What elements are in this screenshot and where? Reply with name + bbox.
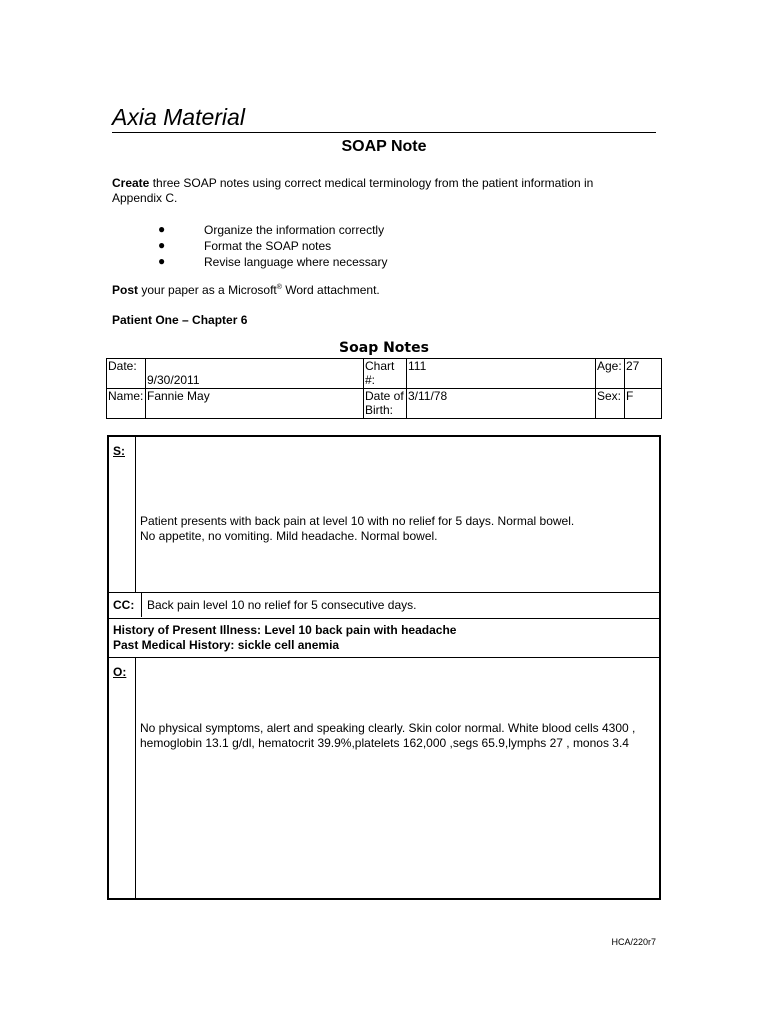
date-label: Date: bbox=[107, 359, 146, 389]
registered-mark: ® bbox=[276, 284, 282, 291]
objective-line1: No physical symptoms, alert and speaking clearly. Skin color normal. White blood cells 4300 , bbox=[140, 721, 636, 735]
hpi-text: History of Present Illness: Level 10 back pain with headache bbox=[113, 623, 457, 637]
s-cc-divider bbox=[109, 592, 659, 593]
history-o-divider bbox=[109, 657, 659, 658]
bullet-dot: ● bbox=[158, 222, 166, 236]
bullet-dot: ● bbox=[158, 238, 166, 252]
date-value: 9/30/2011 bbox=[146, 359, 364, 389]
objective-line2: hemoglobin 13.1 g/dl, hematocrit 39.9%,platelets 162,000 ,segs 65.9,lymphs 27 , monos 3.4 bbox=[140, 736, 629, 750]
subjective-line2: No appetite, no vomiting. Mild headache. Normal bowel. bbox=[140, 529, 438, 543]
instruction-paragraph bbox=[112, 176, 593, 206]
name-label: Name: bbox=[107, 389, 146, 419]
patient-info-table bbox=[106, 358, 662, 419]
bullet-dot: ● bbox=[158, 254, 166, 268]
soap-box bbox=[107, 435, 661, 900]
dob-label-1: Date of bbox=[365, 389, 404, 403]
chart-value: 111 bbox=[407, 359, 596, 389]
cc-column-divider bbox=[141, 592, 142, 617]
instruction-bold: Create bbox=[112, 176, 150, 190]
age-value: 27 bbox=[625, 359, 662, 389]
post-text-a: your paper as a Microsoft bbox=[138, 283, 277, 297]
bullet-item: Format the SOAP notes bbox=[204, 239, 332, 253]
soap-notes-title: Soap Notes bbox=[339, 340, 429, 356]
post-bold: Post bbox=[112, 283, 139, 297]
sex-label: Sex: bbox=[596, 389, 625, 419]
bullet-item: Revise language where necessary bbox=[204, 255, 388, 269]
name-value: Fannie May bbox=[146, 389, 364, 419]
post-text-b: Word attachment. bbox=[281, 283, 380, 297]
footer-code: HCA/220r7 bbox=[611, 937, 656, 947]
pmh-text: Past Medical History: sickle cell anemia bbox=[113, 638, 340, 652]
cc-history-divider bbox=[109, 618, 659, 619]
document-title: SOAP Note bbox=[341, 138, 427, 155]
chart-label-2: #: bbox=[365, 373, 376, 387]
s-column-divider bbox=[135, 437, 136, 592]
subjective-line1: Patient presents with back pain at level 10 with no relief for 5 days. Normal bowel. bbox=[140, 514, 575, 528]
instruction-line2: Appendix C. bbox=[112, 191, 178, 205]
patient-heading: Patient One – Chapter 6 bbox=[112, 313, 248, 327]
objective-text bbox=[140, 721, 635, 751]
subjective-text bbox=[140, 514, 574, 544]
age-label: Age: bbox=[596, 359, 625, 389]
bullet-item: Organize the information correctly bbox=[204, 223, 385, 237]
o-label: O: bbox=[113, 665, 127, 679]
chart-label bbox=[364, 359, 407, 389]
cc-label: CC: bbox=[113, 598, 135, 612]
post-paragraph bbox=[112, 283, 380, 298]
dob-label-2: Birth: bbox=[365, 403, 394, 417]
sex-value: F bbox=[625, 389, 662, 419]
cc-text: Back pain level 10 no relief for 5 consecutive days. bbox=[147, 598, 417, 612]
header-title: Axia Material bbox=[112, 104, 245, 130]
s-label: S: bbox=[113, 444, 125, 458]
o-column-divider bbox=[135, 657, 136, 900]
dob-label bbox=[364, 389, 407, 419]
history-text bbox=[113, 623, 456, 653]
instruction-line1: three SOAP notes using correct medical terminology from the patient information in bbox=[149, 176, 594, 190]
dob-value: 3/11/78 bbox=[407, 389, 596, 419]
header-divider bbox=[112, 132, 656, 133]
chart-label-1: Chart bbox=[365, 359, 395, 373]
